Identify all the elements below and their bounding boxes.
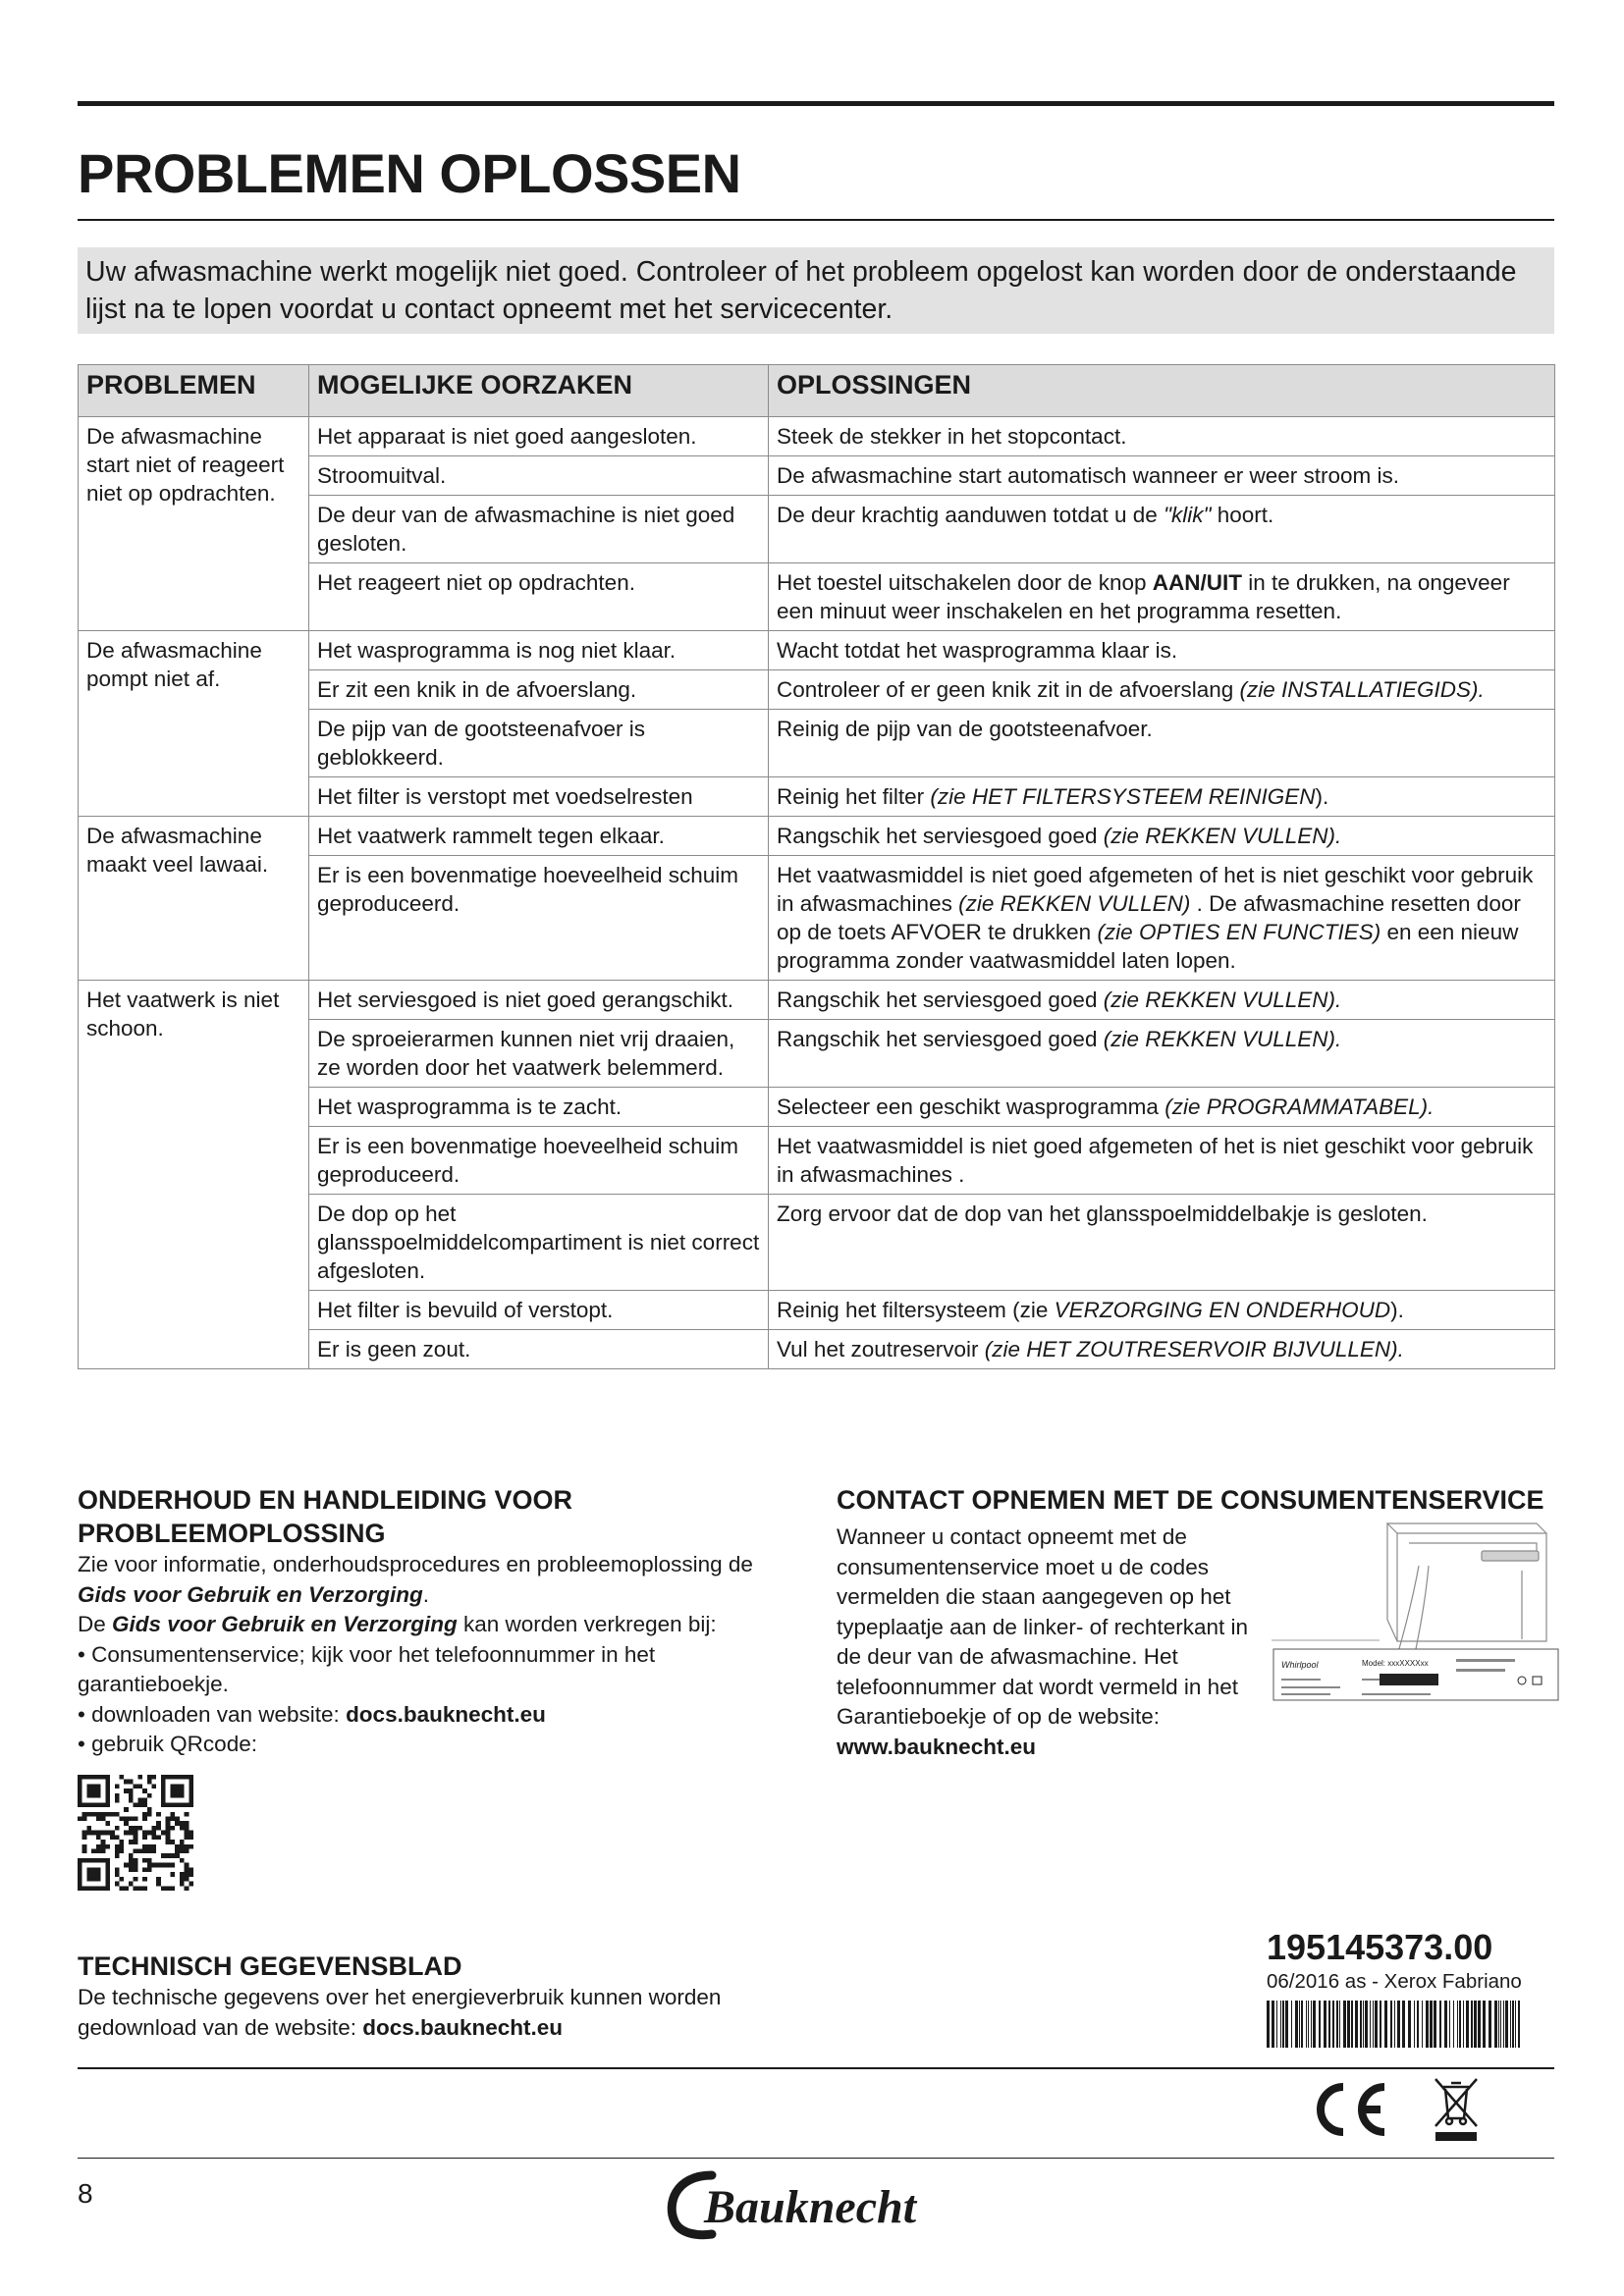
docs-link[interactable]: docs.bauknecht.eu	[346, 1701, 546, 1727]
solution-text: hoort.	[1211, 503, 1274, 527]
solution-cell	[769, 817, 1555, 856]
solution-cell	[769, 1291, 1555, 1330]
solution-cell: De afwasmachine start automatisch wanneer er weer stroom is.	[769, 456, 1555, 496]
bullet-download	[78, 1700, 804, 1731]
maintenance-line-text: De	[78, 1612, 113, 1636]
solution-cell	[769, 496, 1555, 563]
header-solutions: OPLOSSINGEN	[769, 365, 1555, 417]
solution-cell	[769, 777, 1555, 817]
cause-cell: Er zit een knik in de afvoerslang.	[309, 670, 769, 710]
cause-cell: Het apparaat is niet goed aangesloten.	[309, 417, 769, 456]
cause-cell: Het reageert niet op opdrachten.	[309, 563, 769, 631]
table-row	[79, 981, 1555, 1020]
footer-rule	[78, 2067, 1554, 2069]
problem-cell: De afwasmachine pompt niet af.	[79, 631, 309, 817]
solution-emphasis: VERZORGING EN ONDERHOUD	[1054, 1298, 1391, 1322]
barcode	[1267, 2001, 1522, 2048]
solution-text: en een nieuw programma zonder vaatwasmiddel laten lopen.	[777, 920, 1519, 973]
solution-emphasis: (zie REKKEN VULLEN)	[958, 891, 1191, 916]
bauknecht-logo	[665, 2167, 969, 2241]
maintenance-section	[78, 1483, 804, 1760]
cause-cell: Het vaatwerk rammelt tegen elkaar.	[309, 817, 769, 856]
troubleshooting-table	[78, 364, 1555, 1369]
contact-section	[837, 1483, 1563, 1517]
solution-cell: Steek de stekker in het stopcontact.	[769, 417, 1555, 456]
solution-text: Het toestel uitschakelen door de knop	[777, 570, 1153, 595]
solution-cell	[769, 670, 1555, 710]
tech-heading: TECHNISCH GEGEVENSBLAD	[78, 1951, 462, 1981]
problem-cell: De afwasmachine maakt veel lawaai.	[79, 817, 309, 981]
title-rule	[78, 219, 1554, 221]
qr-code	[78, 1775, 193, 1891]
guide-title: Gids voor Gebruik en Verzorging	[78, 1581, 423, 1607]
bullet-consumer-service: • Consumentenservice; kijk voor het telefoonnummer in het garantieboekje.	[78, 1641, 656, 1696]
docs-link[interactable]: docs.bauknecht.eu	[362, 2014, 564, 2040]
cause-cell: Het wasprogramma is nog niet klaar.	[309, 631, 769, 670]
maintenance-line-text: kan worden verkregen bij:	[457, 1612, 717, 1636]
table-row	[79, 817, 1555, 856]
bullet-qrcode: • gebruik QRcode:	[78, 1732, 257, 1756]
cause-cell: Het filter is verstopt met voedselresten	[309, 777, 769, 817]
solution-strong: AAN/UIT	[1152, 570, 1242, 595]
problem-cell: Het vaatwerk is niet schoon.	[79, 981, 309, 1369]
maintenance-line	[78, 1550, 804, 1610]
cause-cell: Er is een bovenmatige hoeveelheid schuim geproduceerd.	[309, 1127, 769, 1195]
tech-body: De technische gegevens over het energieverbruik kunnen worden gedownload van de website:	[78, 1985, 722, 2040]
contact-body: Wanneer u contact opneemt met de consumentenservice moet u de codes vermelden die staan aangegeven op het typeplaatje aan de linker- of rechterkant in de deur van de afwasmachine. Het telefoonnummer dat wordt vermeld in het Garantieboekje of op de website:	[837, 1524, 1248, 1729]
solution-text: Rangschik het serviesgoed goed	[777, 824, 1104, 848]
solution-emphasis: (zie PROGRAMMATABEL).	[1164, 1095, 1435, 1119]
typeplate-brand: Whirlpool	[1281, 1660, 1319, 1670]
cause-cell: Er is geen zout.	[309, 1330, 769, 1369]
solution-emphasis: (zie OPTIES EN FUNCTIES)	[1097, 920, 1381, 944]
cause-cell: De deur van de afwasmachine is niet goed gesloten.	[309, 496, 769, 563]
maintenance-text	[78, 1550, 804, 1760]
intro-box: Uw afwasmachine werkt mogelijk niet goed. Controleer of het probleem opgelost kan worden door de onderstaande lijst na te lopen voordat u contact opneemt met het servicecenter.	[78, 247, 1554, 334]
solution-cell	[769, 981, 1555, 1020]
solution-text: Rangschik het serviesgoed goed	[777, 1027, 1104, 1051]
table-row	[79, 417, 1555, 456]
weee-bin-icon	[1432, 2075, 1481, 2144]
solution-cell	[769, 1088, 1555, 1127]
solution-emphasis: (zie REKKEN VULLEN).	[1103, 824, 1342, 848]
solution-text: Reinig het filtersysteem (zie	[777, 1298, 1055, 1322]
table-header-row	[79, 365, 1555, 417]
problem-cell: De afwasmachine start niet of reageert niet op opdrachten.	[79, 417, 309, 631]
solution-cell: Het vaatwasmiddel is niet goed afgemeten of het is niet geschikt voor gebruik in afwasmachines .	[769, 1127, 1555, 1195]
guide-title: Gids voor Gebruik en Verzorging	[112, 1612, 458, 1636]
ce-mark-icon	[1308, 2081, 1390, 2138]
contact-heading: CONTACT OPNEMEN MET DE CONSUMENTENSERVICE	[837, 1485, 1544, 1515]
header-problems: PROBLEMEN	[79, 365, 309, 417]
solution-cell	[769, 1020, 1555, 1088]
maintenance-line-text: .	[422, 1581, 429, 1607]
solution-text: in te drukken, na ongeveer een minuut weer inschakelen en het programma resetten.	[777, 570, 1510, 623]
cause-cell: De sproeierarmen kunnen niet vrij draaien, ze worden door het vaatwerk belemmerd.	[309, 1020, 769, 1088]
solution-text: De deur krachtig aanduwen totdat u de	[777, 503, 1164, 527]
solution-cell: Reinig de pijp van de gootsteenafvoer.	[769, 710, 1555, 777]
solution-text: ).	[1315, 784, 1329, 809]
top-rule	[78, 101, 1554, 106]
page-title: PROBLEMEN OPLOSSEN	[78, 142, 741, 204]
document-print-info: 06/2016 as - Xerox Fabriano	[1267, 1970, 1522, 1993]
maintenance-line	[78, 1610, 804, 1640]
cause-cell: De dop op het glansspoelmiddelcompartiment is niet correct afgesloten.	[309, 1195, 769, 1291]
solution-cell: Zorg ervoor dat de dop van het glansspoelmiddelbakje is gesloten.	[769, 1195, 1555, 1291]
solution-text: Controleer of er geen knik zit in de afvoerslang	[777, 677, 1240, 702]
header-causes: MOGELIJKE OORZAKEN	[309, 365, 769, 417]
solution-emphasis: (zie HET ZOUTRESERVOIR BIJVULLEN).	[984, 1337, 1404, 1362]
document-number: 195145373.00	[1267, 1927, 1493, 1967]
table-row	[79, 631, 1555, 670]
solution-text: Reinig het filter	[777, 784, 931, 809]
solution-emphasis: "klik"	[1164, 503, 1212, 527]
website-link[interactable]: www.bauknecht.eu	[837, 1734, 1036, 1759]
brand-name: Bauknecht	[704, 2181, 917, 2233]
solution-emphasis: (zie REKKEN VULLEN).	[1103, 1027, 1342, 1051]
cause-cell: Het serviesgoed is niet goed gerangschikt.	[309, 981, 769, 1020]
solution-cell	[769, 1330, 1555, 1369]
solution-text: ).	[1390, 1298, 1404, 1322]
cause-cell: De pijp van de gootsteenafvoer is geblokkeerd.	[309, 710, 769, 777]
tech-sheet-section	[78, 1949, 804, 2043]
solution-text: Rangschik het serviesgoed goed	[777, 988, 1104, 1012]
solution-text: Selecteer een geschikt wasprogramma	[777, 1095, 1165, 1119]
solution-emphasis: (zie INSTALLATIEGIDS).	[1239, 677, 1485, 702]
solution-cell	[769, 563, 1555, 631]
cause-cell: Het filter is bevuild of verstopt.	[309, 1291, 769, 1330]
maintenance-heading: ONDERHOUD EN HANDLEIDING VOOR PROBLEEMOPLOSSING	[78, 1485, 573, 1548]
typeplate-illustration	[1272, 1522, 1560, 1733]
cause-cell: Stroomuitval.	[309, 456, 769, 496]
solution-cell: Wacht totdat het wasprogramma klaar is.	[769, 631, 1555, 670]
contact-text	[837, 1522, 1259, 1762]
solution-text: Het vaatwasmiddel is niet goed afgemeten of het is niet geschikt voor gebruik in afwasmachines	[777, 863, 1534, 916]
footer-thin-rule	[78, 2158, 1554, 2159]
cause-cell: Er is een bovenmatige hoeveelheid schuim geproduceerd.	[309, 856, 769, 981]
solution-cell	[769, 856, 1555, 981]
solution-emphasis: (zie REKKEN VULLEN).	[1103, 988, 1342, 1012]
maintenance-line-text: Zie voor informatie, onderhoudsprocedures en probleemoplossing de	[78, 1552, 753, 1576]
solution-text: . De afwasmachine resetten door op de toets AFVOER te drukken	[777, 891, 1521, 944]
tech-text	[78, 1983, 804, 2043]
bullet-text: • downloaden van website:	[78, 1701, 347, 1727]
cause-cell: Het wasprogramma is te zacht.	[309, 1088, 769, 1127]
typeplate-model: Model: xxxXXXXxx	[1362, 1659, 1429, 1668]
page-number: 8	[78, 2178, 93, 2209]
solution-text: Vul het zoutreservoir	[777, 1337, 985, 1362]
solution-emphasis: (zie HET FILTERSYSTEEM REINIGEN	[930, 784, 1316, 809]
